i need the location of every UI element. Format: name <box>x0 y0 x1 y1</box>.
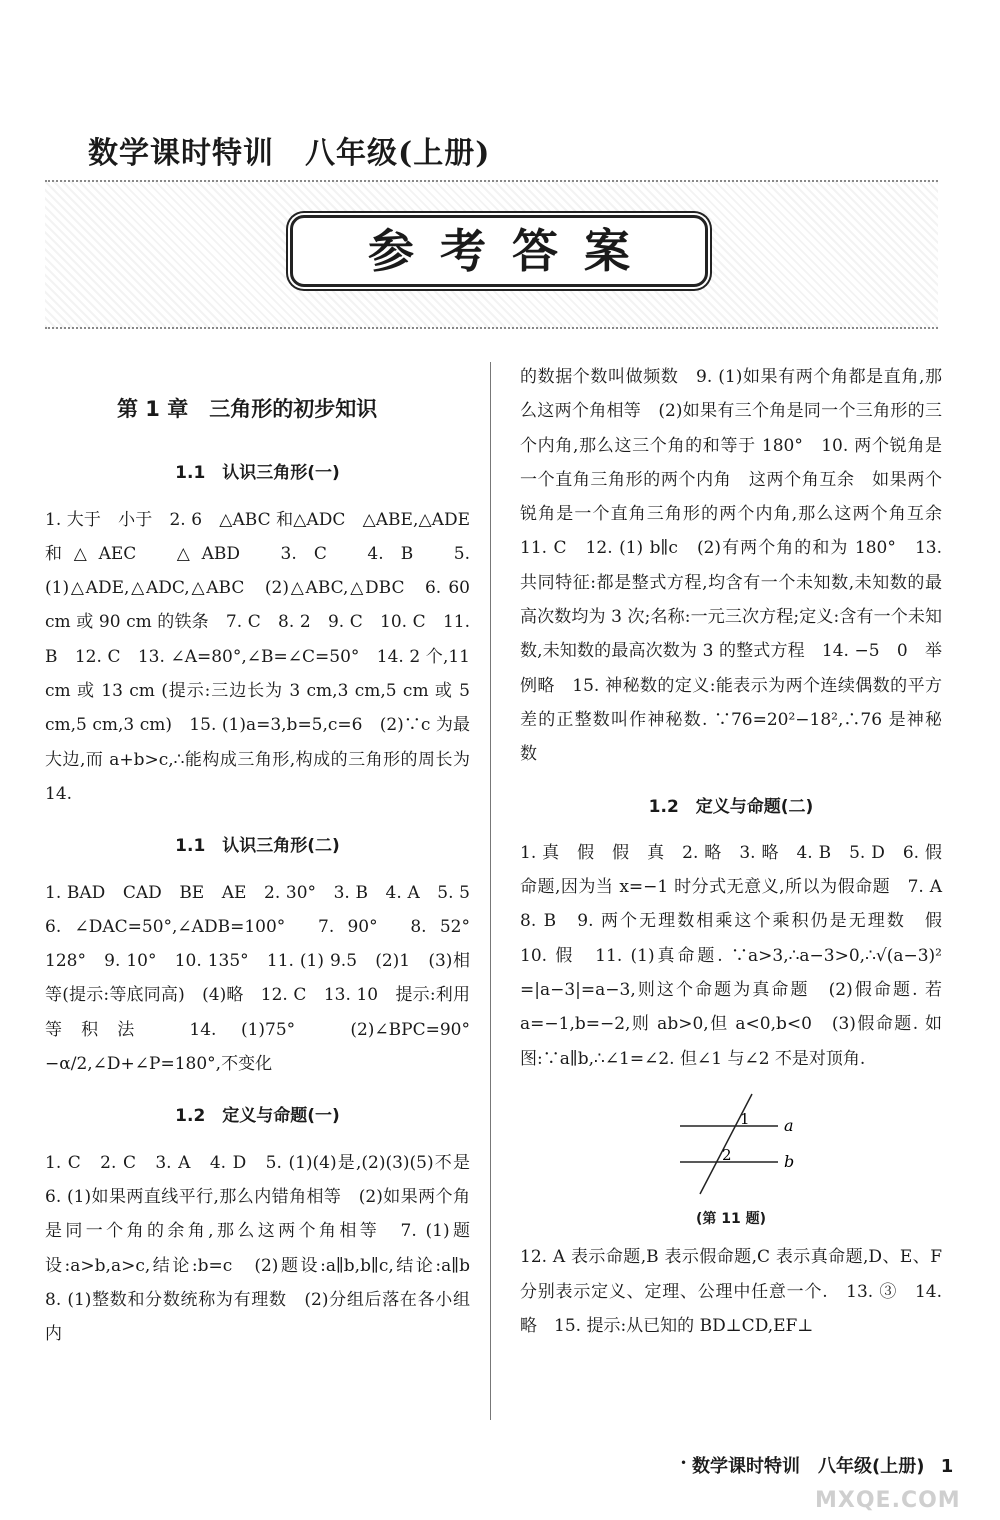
footer-book-title: 数学课时特训 八年级(上册) <box>692 1456 925 1477</box>
right-column <box>520 360 959 1343</box>
section-answers-1-1-b: 1. BAD CAD BE AE 2. 30° 3. B 4. A 5. 5 6. ∠DAC=50°,∠ADB=100° 7. 90° 8. 52° 128° 9. 10° 10. 135° 11. (1) 9.5 (2)1 (3)相等(提示:等底同高) (4)略 12. C 13. 10 提示:利用等积法 14. (1)75° (2)∠BPC=90°−α/2,∠D+∠P=180°,不变化 <box>45 882 487 1075</box>
chapter-title: 第 1 章 三角形的初步知识 <box>117 397 378 421</box>
more-answers: 12. A 表示命题,B 表示假命题,C 表示真命题,D、E、F 分别表示定义、定理、公理中任意一个. 13. ③ 14. 略 15. 提示:从已知的 BD⊥CD,EF⊥ <box>520 1247 942 1336</box>
section-answers-1-2-b: 1. 真 假 假 真 2. 略 3. 略 4. B 5. D 6. 假命题,因为当 x=−1 时分式无意义,所以为假命题 7. A 8. B 9. 两个无理数相乘这个乘积仍是无理数 假 10. 假 11. (1)真命题. ∵a>3,∴a−3>0,∴√(a−3)² =|a−3|=a−3,则这个命题为真命题 (2)假命题. 若 a=−1,b=−2,则 ab>0,但 a<0,b<0 (3)假命题. 如图:∵a∥b,∴∠1=∠2. 但∠1 与∠2 不是对顶角. <box>520 842 959 1069</box>
parallel-lines-diagram <box>670 1086 830 1198</box>
section-title-1-1-a: 1.1 认识三角形(一) <box>175 463 340 484</box>
continued-answers: 的数据个数叫做频数 9. (1)如果有两个角都是直角,那么这两个角相等 (2)如果有三个角是同一个三角形的三个内角,那么这三个角的和等于 180° 10. 两个锐角是一个直角三角形的两个内角 这两个角互余 如果两个锐角是一个直角三角形的两个内角,那么这两个角互余 11. C 12. (1) b∥c (2)有两个角的和为 180° 13. 共同特征:都是整式方程,均含有一个未知数,未知数的最高次数均为 3 次;名称:一元三次方程;定义:含有一个未知数,未知数的最高次数为 3 的整式方程 14. −5 0 举例略 15. 神秘数的定义:能表示为两个连续偶数的平方差的正整数叫作神秘数. ∵76=20²−18²,∴76 是神秘数 <box>520 367 959 765</box>
column-divider <box>490 362 491 1420</box>
section-title-1-2-a: 1.2 定义与命题(一) <box>175 1106 340 1127</box>
footer <box>692 1452 953 1478</box>
answers-title-box <box>290 215 708 287</box>
book-title: 数学课时特训 八年级(上册) <box>88 136 491 171</box>
section-title-1-2-b: 1.2 定义与命题(二) <box>648 796 814 817</box>
section-title-1-1-b: 1.1 认识三角形(二) <box>175 836 340 857</box>
angle-2-label: 2 <box>722 1145 732 1164</box>
line-b-label: b <box>784 1151 795 1171</box>
parallel-lines-figure <box>520 1086 942 1206</box>
footer-dot: • <box>680 1456 688 1470</box>
page-number: 1 <box>940 1456 954 1477</box>
figure-caption: (第 11 题) <box>695 1210 767 1227</box>
answers-title: 参考答案 <box>368 224 656 278</box>
angle-1-label: 1 <box>740 1109 750 1128</box>
section-answers-1-1-a: 1. 大于 小于 2. 6 △ABC 和△ADC △ABE,△ADE 和△AEC △ABD 3. C 4. B 5. (1)△ADE,△ADC,△ABC (2)△ABC,△DBC 6. 60 cm 或 90 cm 的铁条 7. C 8. 2 9. C 10. C 11. B 12. C 13. ∠A=80°,∠B=∠C=50° 14. 2 个,11 cm 或 13 cm (提示:三边长为 3 cm,3 cm,5 cm 或 5 cm,5 cm,3 cm) 15. (1)a=3,b=5,c=6 (2)∵c 为最大边,而 a+b>c,∴能构成三角形,构成的三角形的周长为 14. <box>45 509 470 804</box>
watermark: MXQE.COM <box>815 1488 961 1513</box>
section-answers-1-2-a: 1. C 2. C 3. A 4. D 5. (1)(4)是,(2)(3)(5)不是 6. (1)如果两直线平行,那么内错角相等 (2)如果两个角是同一个角的余角,那么这两个角相等 7. (1)题设:a>b,a>c,结论:b=c (2)题设:a∥b,b∥c,结论:a∥b 8. (1)整数和分数统称为有理数 (2)分组后落在各小组内 <box>45 1152 487 1345</box>
left-column <box>45 360 487 1351</box>
line-a-label: a <box>784 1115 794 1135</box>
transversal-line <box>700 1094 752 1194</box>
